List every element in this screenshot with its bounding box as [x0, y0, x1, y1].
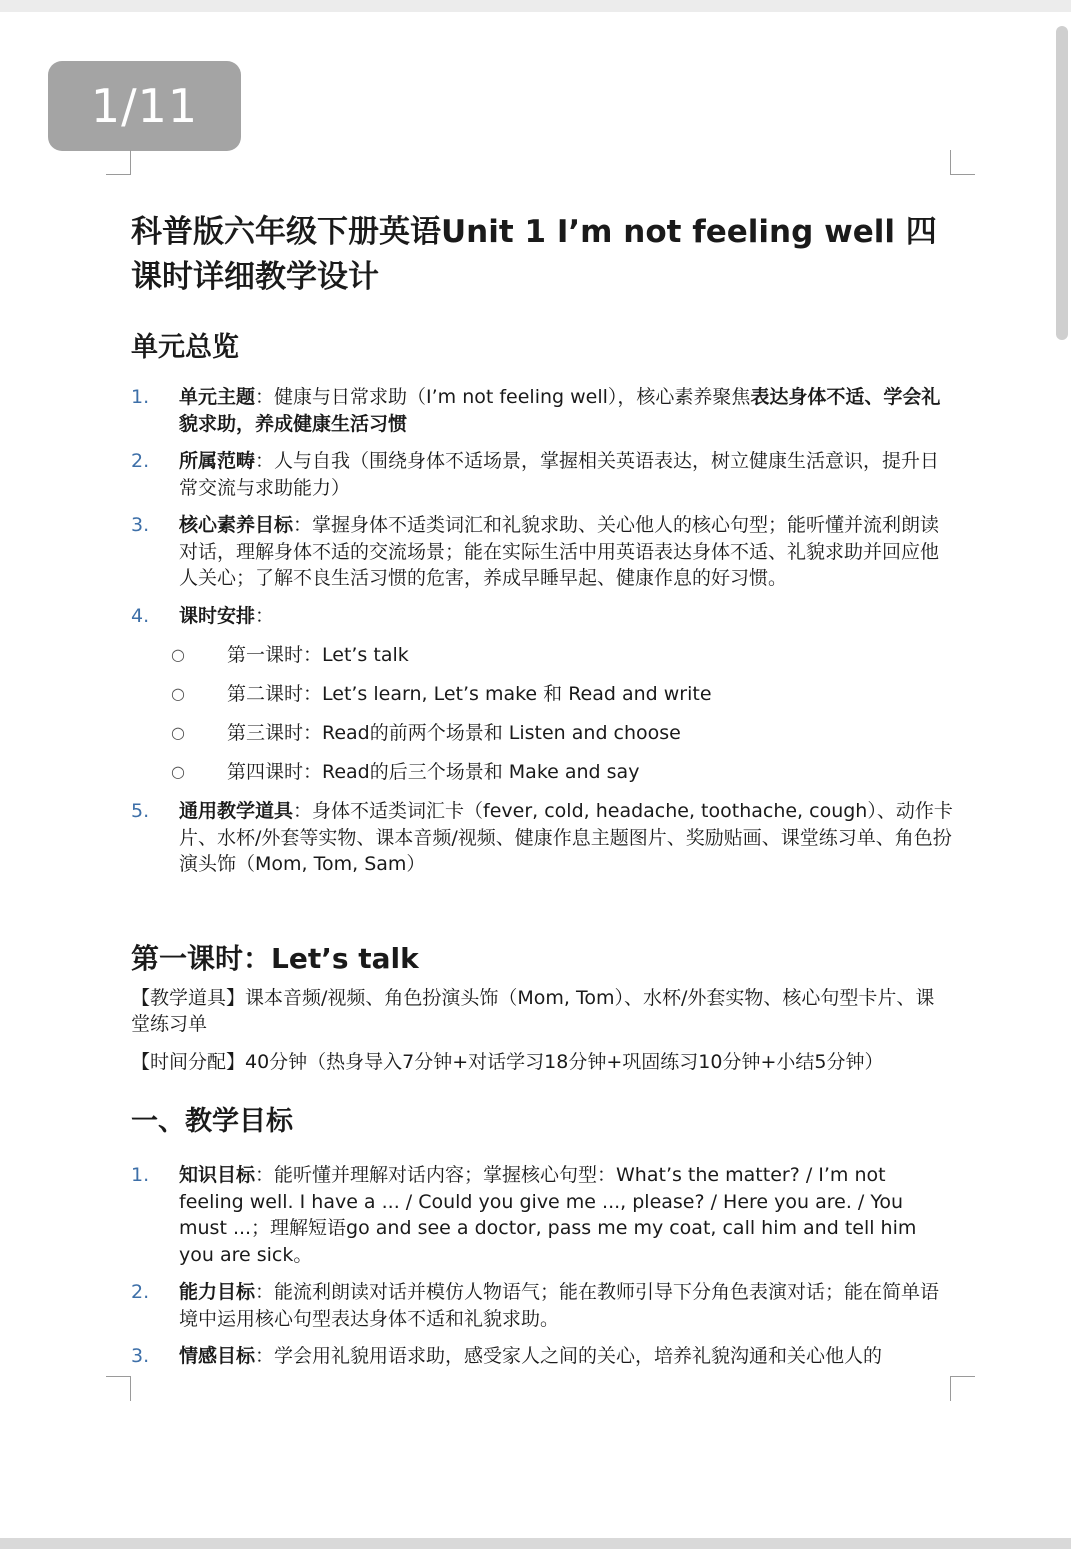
top-strip: [0, 0, 1071, 12]
lesson1-props: 【教学道具】课本音频/视频、角色扮演头饰（Mom, Tom）、水杯/外套实物、核心句型卡片、课堂练习单: [131, 986, 935, 1035]
item-label: 核心素养目标: [179, 514, 294, 536]
item-text: ：身体不适类词汇卡（fever, cold, headache, toothache, cough）、动作卡片、水杯/外套等实物、课本音频/视频、健康作息主题图片、奖励贴画、课堂练习单、角色扮演头饰（Mom, Tom, Sam）: [179, 800, 953, 875]
crop-mark-top-left: [106, 150, 131, 175]
list-item: [131, 1343, 953, 1370]
spacer: [131, 889, 953, 941]
item-bold-tail: 表达身体不适、学会礼貌求助，养成健康生活习惯: [179, 386, 941, 435]
schedule-item: [131, 681, 953, 707]
crop-mark-top-right: [950, 150, 975, 175]
schedule-text: 第四课时：Read的后三个场景和 Make and say: [227, 761, 640, 783]
item-label: 知识目标: [179, 1164, 256, 1186]
crop-mark-bottom-right: [950, 1376, 975, 1401]
item-label: 单元主题: [179, 386, 256, 408]
item-text: ：能听懂并理解对话内容；掌握核心句型：What’s the matter? / I’m not feeling well. I have a ... / Could you give me ..., please? / Here you are. / You must ...；理解短语go and see a doctor, pass me my coat, call him and tell him you are sick。: [179, 1164, 917, 1266]
item-text: ：人与自我（围绕身体不适场景，掌握相关英语表达，树立健康生活意识，提升日常交流与求助能力）: [179, 450, 940, 499]
list-text: [179, 1343, 953, 1370]
list-number: 4.: [131, 604, 150, 627]
overview-heading: 单元总览: [131, 332, 239, 363]
item-text: ：能流利朗读对话并模仿人物语气；能在教师引导下分角色表演对话；能在简单语境中运用核心句型表达身体不适和礼貌求助。: [179, 1281, 940, 1330]
item-text: ：掌握身体不适类词汇和礼貌求助、关心他人的核心句型；能听懂并流利朗读对话，理解身体不适的交流场景；能在实际生活中用英语表达身体不适、礼貌求助并回应他人关心；了解不良生活习惯的危害，养成早睡早起、健康作息的好习惯。: [179, 514, 940, 589]
list-text: [179, 1279, 953, 1332]
page-indicator: 1/11: [48, 61, 241, 151]
list-number: 3.: [131, 514, 150, 536]
schedule-item: [131, 642, 953, 668]
list-text: [179, 603, 953, 630]
list-item: [131, 798, 953, 878]
item-label: 情感目标: [179, 1345, 256, 1367]
list-number: 2.: [131, 1281, 150, 1303]
item-text: ：健康与日常求助（I’m not feeling well），核心素养聚焦: [255, 386, 751, 408]
document-body: [131, 210, 953, 1381]
list-text: [179, 448, 953, 501]
list-item: [131, 512, 953, 592]
item-text: ：: [255, 604, 275, 627]
item-label: 通用教学道具: [179, 800, 294, 822]
schedule-item: [131, 759, 953, 785]
schedule-text: 第一课时：Let’s talk: [227, 644, 409, 666]
item-label: 课时安排: [179, 604, 256, 627]
list-item: [131, 1279, 953, 1332]
circle-bullet-icon: ○: [171, 762, 185, 781]
schedule-text: 第三课时：Read的前两个场景和 Listen and choose: [227, 722, 681, 744]
lesson1-time: 【时间分配】40分钟（热身导入7分钟+对话学习18分钟+巩固练习10分钟+小结5分钟）: [131, 1050, 884, 1073]
list-number: 1.: [131, 386, 150, 408]
list-number: 5.: [131, 800, 150, 822]
lesson1-heading: 第一课时：Let’s talk: [131, 941, 419, 975]
list-item: [131, 603, 953, 630]
item-label: 所属范畴: [179, 450, 256, 472]
scrollbar-thumb[interactable]: [1056, 26, 1068, 340]
circle-bullet-icon: ○: [171, 684, 185, 703]
spacer: [131, 1086, 953, 1104]
item-text: ：学会用礼貌用语求助，感受家人之间的关心，培养礼貌沟通和关心他人的: [255, 1345, 883, 1367]
list-number: 2.: [131, 450, 150, 472]
schedule-text: 第二课时：Let’s learn, Let’s make 和 Read and write: [227, 683, 712, 705]
item-label: 能力目标: [179, 1281, 256, 1303]
list-text: [179, 798, 953, 878]
list-text: [179, 1162, 953, 1268]
list-item: [131, 384, 953, 437]
list-item: [131, 448, 953, 501]
document-title: 科普版六年级下册英语Unit 1 I’m not feeling well 四课时详细教学设计: [131, 214, 937, 295]
circle-bullet-icon: ○: [171, 723, 185, 742]
schedule-item: [131, 720, 953, 746]
list-item: [131, 1162, 953, 1268]
list-text: [179, 512, 953, 592]
bottom-strip: [0, 1538, 1071, 1549]
list-number: 3.: [131, 1345, 150, 1367]
list-number: 1.: [131, 1164, 150, 1186]
list-text: [179, 384, 953, 437]
crop-mark-bottom-left: [106, 1376, 131, 1401]
goals-heading: 一、教学目标: [131, 1106, 293, 1137]
circle-bullet-icon: ○: [171, 645, 185, 664]
